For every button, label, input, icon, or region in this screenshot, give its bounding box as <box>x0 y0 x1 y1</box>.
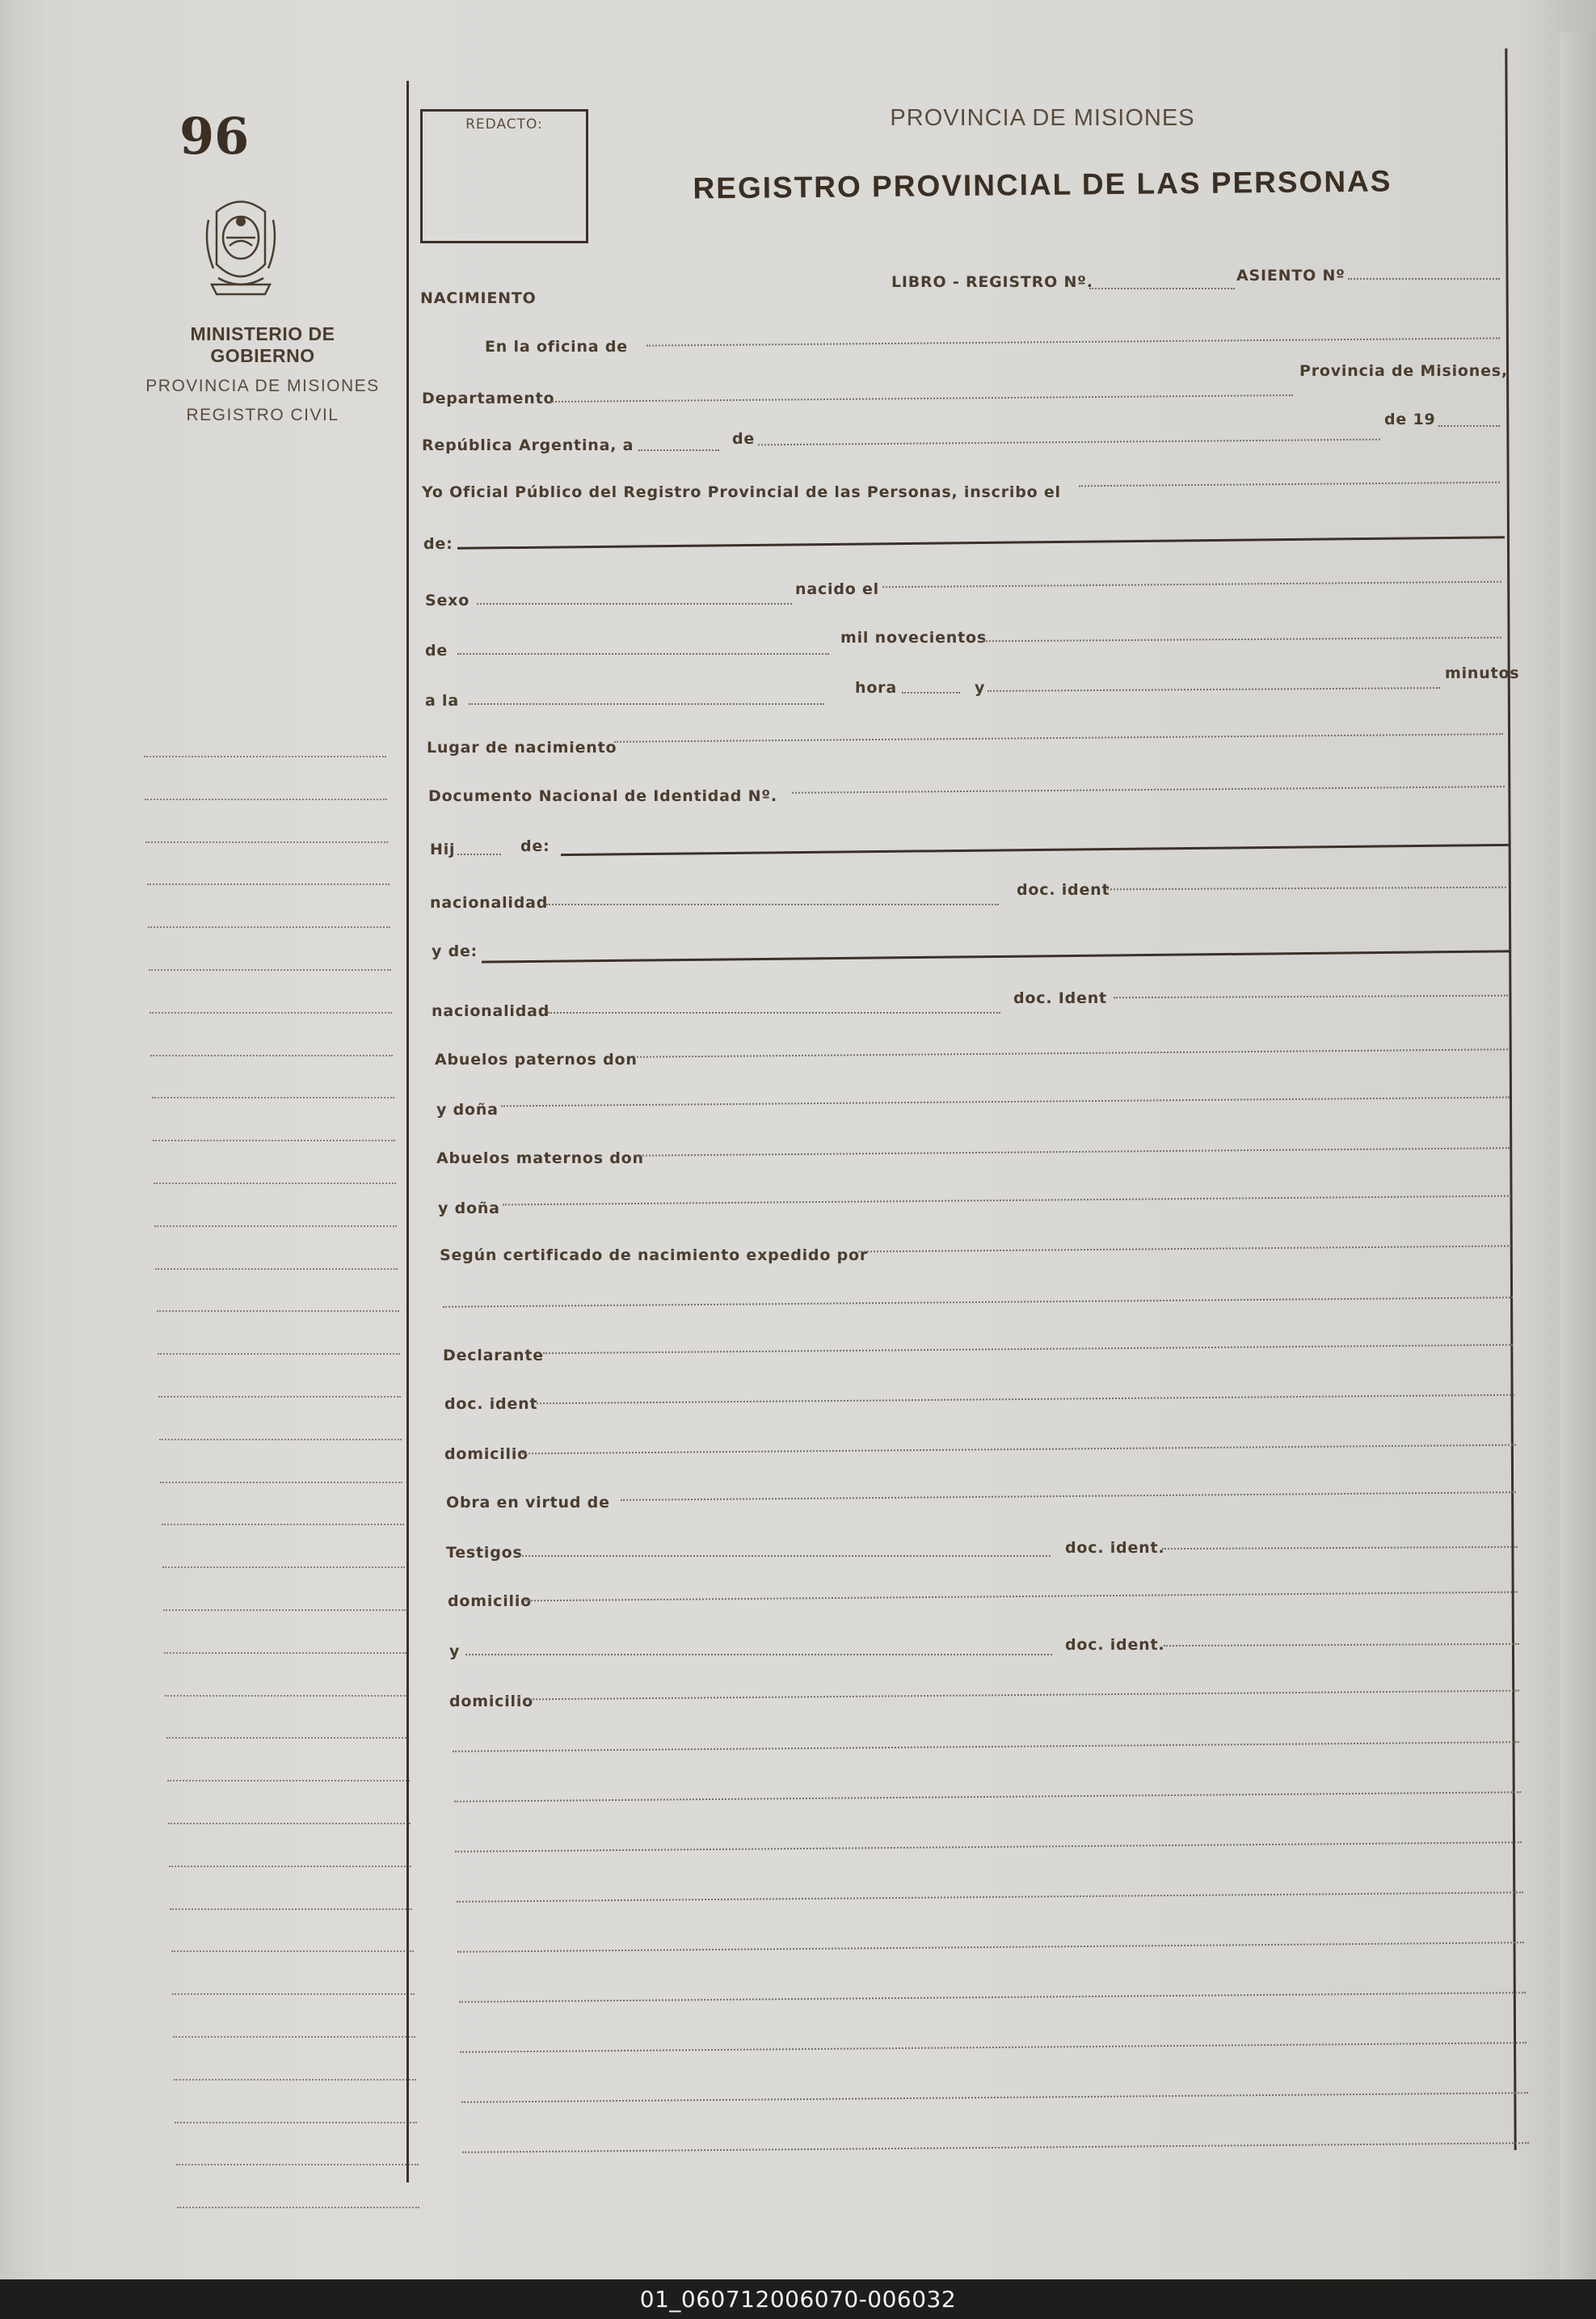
margin-ruled-line <box>154 1225 397 1227</box>
field-departamento <box>550 394 1293 403</box>
margin-ruled-line <box>149 1012 392 1014</box>
label-dni: Documento Nacional de Identidad Nº. <box>428 787 777 805</box>
margin-ruled-line <box>165 1695 407 1697</box>
redacto-label: REDACTO: <box>465 116 543 133</box>
label-abuelos-paternos: Abuelos paternos don <box>435 1051 638 1069</box>
field-doc-ident-3 <box>537 1394 1514 1405</box>
margin-ruled-line <box>163 1609 406 1611</box>
field-abuelo-materno <box>634 1147 1510 1156</box>
margin-ruled-line <box>152 1097 394 1098</box>
blank-ruled-line <box>454 1791 1521 1802</box>
margin-ruled-line <box>145 799 387 800</box>
margin-ruled-line <box>168 1823 411 1824</box>
margin-ruled-line <box>160 1482 402 1483</box>
label-de-mes: de <box>732 430 756 448</box>
ministry-name: MINISTERIO DE GOBIERNO <box>190 323 335 366</box>
label-doc-ident-5: doc. ident. <box>1065 1636 1165 1654</box>
label-de-dia: de <box>425 642 448 660</box>
margin-ruled-line <box>154 1183 396 1184</box>
field-mes <box>758 439 1380 446</box>
footer-id: 01_060712006070-006032 <box>0 2279 1596 2319</box>
blank-ruled-line <box>457 1891 1523 1903</box>
page-number: 96 <box>179 107 250 166</box>
margin-ruled-line <box>158 1396 401 1398</box>
margin-ruled-line <box>167 1780 410 1781</box>
margin-ruled-line <box>147 883 390 885</box>
blank-ruled-line <box>462 2142 1529 2153</box>
field-lugar-nacimiento <box>614 733 1503 743</box>
label-mil-novecientos: mil novecientos <box>840 629 987 647</box>
label-nacionalidad-2: nacionalidad <box>432 1002 550 1020</box>
margin-ruled-line <box>162 1566 405 1568</box>
field-sexo <box>477 603 792 605</box>
label-domicilio-1: domicilio <box>444 1445 529 1463</box>
label-asiento: ASIENTO Nº <box>1236 267 1345 285</box>
label-lugar-nacimiento: Lugar de nacimiento <box>427 739 617 757</box>
field-hij <box>457 854 501 855</box>
field-testigo-1 <box>519 1555 1051 1557</box>
ministry-registry: REGISTRO CIVIL <box>186 406 339 424</box>
margin-ruled-line <box>148 926 390 928</box>
field-abuelo-paterno <box>634 1048 1508 1057</box>
page-edge <box>1560 32 1596 2279</box>
margin-ruled-line <box>169 1866 411 1867</box>
label-domicilio-3: domicilio <box>449 1693 534 1710</box>
label-minutos: minutos <box>1445 664 1520 682</box>
label-yo-oficial: Yo Oficial Público del Registro Provincial de las Personas, inscribo el <box>422 483 1061 501</box>
label-nacimiento: NACIMIENTO <box>420 289 537 307</box>
margin-ruled-line <box>145 841 388 843</box>
label-obra-en-virtud: Obra en virtud de <box>446 1494 610 1512</box>
coat-of-arms-icon <box>202 188 280 309</box>
label-doc-ident-3: doc. ident <box>444 1395 538 1413</box>
field-dia <box>638 449 719 451</box>
label-de-padre: de: <box>520 837 550 855</box>
header-province: PROVINCIA DE MISIONES <box>890 105 1195 131</box>
field-anio <box>1438 425 1500 427</box>
label-nacionalidad-1: nacionalidad <box>430 894 549 912</box>
left-frame-line <box>406 81 409 2182</box>
label-declarante: Declarante <box>443 1347 544 1364</box>
margin-ruled-line <box>172 1993 415 1995</box>
margin-ruled-line <box>158 1353 400 1355</box>
field-minutos <box>987 687 1440 692</box>
margin-ruled-line <box>150 1055 393 1056</box>
field-doc-ident-4 <box>1162 1546 1518 1550</box>
label-y-min: y <box>975 679 986 697</box>
margin-ruled-line <box>149 969 391 971</box>
label-y-testigo-2: y <box>449 1642 461 1660</box>
redacto-box <box>420 109 588 243</box>
field-a-la <box>469 703 824 705</box>
label-testigos: Testigos <box>446 1544 523 1562</box>
field-asiento <box>1348 278 1500 280</box>
field-padre <box>561 844 1510 856</box>
margin-ruled-line <box>175 2122 417 2123</box>
margin-ruled-line <box>153 1140 395 1141</box>
label-a-la: a la <box>425 692 459 710</box>
label-de-19: de 19 <box>1384 411 1436 428</box>
blank-ruled-line <box>457 1942 1524 1953</box>
field-inscribo <box>1079 482 1500 487</box>
label-de-colon: de: <box>423 535 453 553</box>
field-nacido-el <box>882 581 1501 588</box>
label-sexo: Sexo <box>425 592 470 609</box>
margin-ruled-line <box>162 1524 404 1525</box>
label-y-dona-1: y doña <box>436 1101 499 1119</box>
field-abuela-paterna <box>501 1097 1510 1107</box>
field-testigo-2 <box>465 1654 1052 1655</box>
margin-ruled-line <box>171 1950 414 1952</box>
margin-ruled-line <box>173 2036 415 2038</box>
label-domicilio-2: domicilio <box>448 1592 533 1610</box>
blank-ruled-line <box>460 2042 1527 2053</box>
field-dni <box>792 786 1505 794</box>
label-hora: hora <box>855 679 897 697</box>
label-departamento: Departamento <box>422 390 555 407</box>
label-doc-ident-4: doc. ident. <box>1065 1539 1165 1557</box>
field-mil-novecientos <box>983 637 1501 642</box>
field-doc-ident-1 <box>1107 887 1506 891</box>
margin-ruled-line <box>159 1439 402 1440</box>
label-provincia-misiones: Provincia de Misiones, <box>1299 362 1508 380</box>
field-domicilio-1 <box>522 1444 1516 1455</box>
label-republica: República Argentina, a <box>422 436 634 454</box>
ministry-province: PROVINCIA DE MISIONES <box>145 377 380 395</box>
label-segun-certificado: Según certificado de nacimiento expedido por <box>440 1246 869 1264</box>
field-declarante <box>543 1344 1513 1354</box>
margin-ruled-line <box>174 2079 416 2081</box>
field-oficina <box>646 337 1500 346</box>
field-certificado-cont <box>443 1297 1513 1308</box>
field-libro-registro <box>1089 288 1235 289</box>
label-doc-ident-2: doc. Ident <box>1013 989 1107 1007</box>
blank-ruled-line <box>459 1992 1526 2003</box>
margin-ruled-line <box>170 1908 412 1910</box>
margin-ruled-line <box>144 756 386 757</box>
label-y-de: y de: <box>432 942 478 960</box>
field-certificado <box>858 1245 1511 1252</box>
label-en-la-oficina: En la oficina de <box>485 338 628 356</box>
field-de-dia <box>457 653 829 655</box>
field-nacionalidad-2 <box>548 1012 1000 1014</box>
label-y-dona-2: y doña <box>438 1200 500 1217</box>
blank-ruled-line <box>461 2092 1528 2103</box>
field-doc-ident-5 <box>1164 1643 1519 1646</box>
field-nombre <box>457 536 1505 550</box>
margin-ruled-line <box>177 2207 419 2208</box>
field-hora <box>902 692 960 694</box>
label-libro-registro: LIBRO - REGISTRO Nº. <box>891 273 1093 291</box>
label-hij: Hij <box>430 841 456 858</box>
field-doc-ident-2 <box>1114 995 1508 999</box>
margin-ruled-line <box>155 1268 398 1270</box>
margin-ruled-line <box>176 2164 419 2165</box>
label-nacido-el: nacido el <box>795 580 879 598</box>
blank-ruled-line <box>455 1841 1522 1853</box>
field-domicilio-2 <box>525 1592 1518 1602</box>
field-obra-en-virtud <box>621 1491 1516 1501</box>
field-nacionalidad-1 <box>546 904 999 905</box>
ministry-block <box>137 323 388 425</box>
field-abuela-materna <box>503 1195 1511 1206</box>
label-doc-ident-1: doc. ident <box>1017 881 1110 899</box>
blank-ruled-line <box>453 1741 1519 1752</box>
field-domicilio-3 <box>527 1690 1519 1701</box>
margin-ruled-line <box>166 1737 409 1739</box>
header-title: REGISTRO PROVINCIAL DE LAS PERSONAS <box>693 164 1392 205</box>
margin-ruled-line <box>164 1652 406 1654</box>
margin-ruled-line <box>157 1310 399 1312</box>
label-abuelos-maternos: Abuelos maternos don <box>436 1149 644 1167</box>
field-madre <box>482 950 1510 963</box>
